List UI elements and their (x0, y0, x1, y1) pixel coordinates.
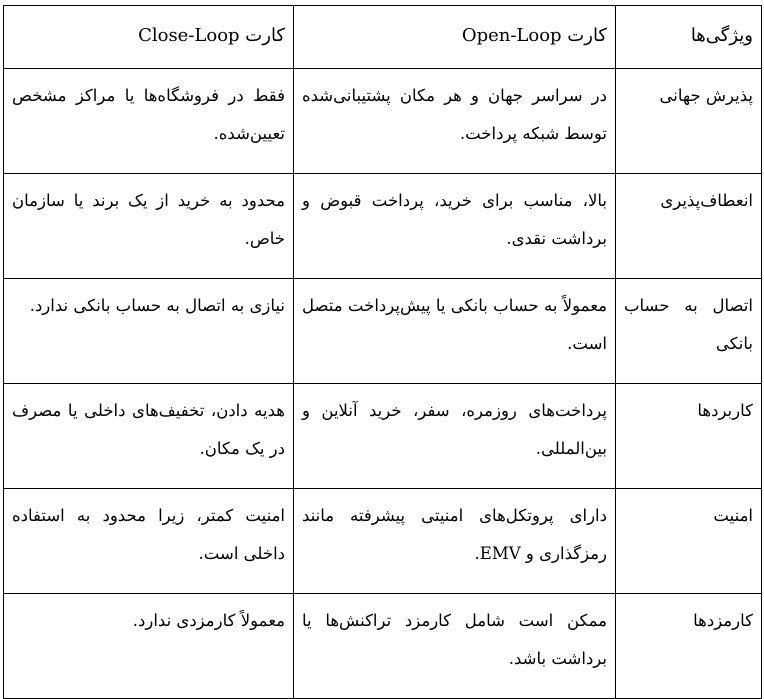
comparison-table (3, 5, 762, 699)
row-close-loop-cell: نیازی به اتصال به حساب بانکی ندارد. (4, 279, 294, 384)
row-open-loop-cell: پرداخت‌های روزمره، سفر، خرید آنلاین و بین‌المللی. (294, 384, 616, 489)
table-row (4, 384, 762, 489)
table-row (4, 279, 762, 384)
table-row (4, 69, 762, 174)
row-open-loop-cell: ممکن است شامل کارمزد تراکنش‌ها یا برداشت باشد. (294, 594, 616, 699)
row-feature-cell: انعطاف‌پذیری (616, 174, 762, 279)
header-open-loop: کارت Open-Loop (294, 6, 616, 69)
row-feature-cell: پذیرش جهانی (616, 69, 762, 174)
table-header-row (4, 6, 762, 69)
row-open-loop-cell: معمولاً به حساب بانکی یا پیش‌پرداخت متصل است. (294, 279, 616, 384)
row-open-loop-cell: بالا، مناسب برای خرید، پرداخت قبوض و برداشت نقدی. (294, 174, 616, 279)
row-close-loop-cell: معمولاً کارمزدی ندارد. (4, 594, 294, 699)
header-close-loop: کارت Close-Loop (4, 6, 294, 69)
table-row (4, 174, 762, 279)
row-close-loop-cell: امنیت کمتر، زیرا محدود به استفاده داخلی است. (4, 489, 294, 594)
row-close-loop-cell: هدیه دادن، تخفیف‌های داخلی یا مصرف در یک مکان. (4, 384, 294, 489)
row-close-loop-cell: فقط در فروشگاه‌ها یا مراکز مشخص تعیین‌شده. (4, 69, 294, 174)
header-features: ویژگی‌ها (616, 6, 762, 69)
table-row (4, 594, 762, 699)
comparison-table-container (3, 5, 761, 699)
row-feature-cell: امنیت (616, 489, 762, 594)
row-feature-cell: کارمزدها (616, 594, 762, 699)
row-open-loop-cell: دارای پروتکل‌های امنیتی پیشرفته مانند رمزگذاری و EMV. (294, 489, 616, 594)
row-feature-cell: اتصال به حساب بانکی (616, 279, 762, 384)
row-close-loop-cell: محدود به خرید از یک برند یا سازمان خاص. (4, 174, 294, 279)
table-row (4, 489, 762, 594)
row-feature-cell: کاربردها (616, 384, 762, 489)
row-open-loop-cell: در سراسر جهان و هر مکان پشتیبانی‌شده توسط شبکه پرداخت. (294, 69, 616, 174)
